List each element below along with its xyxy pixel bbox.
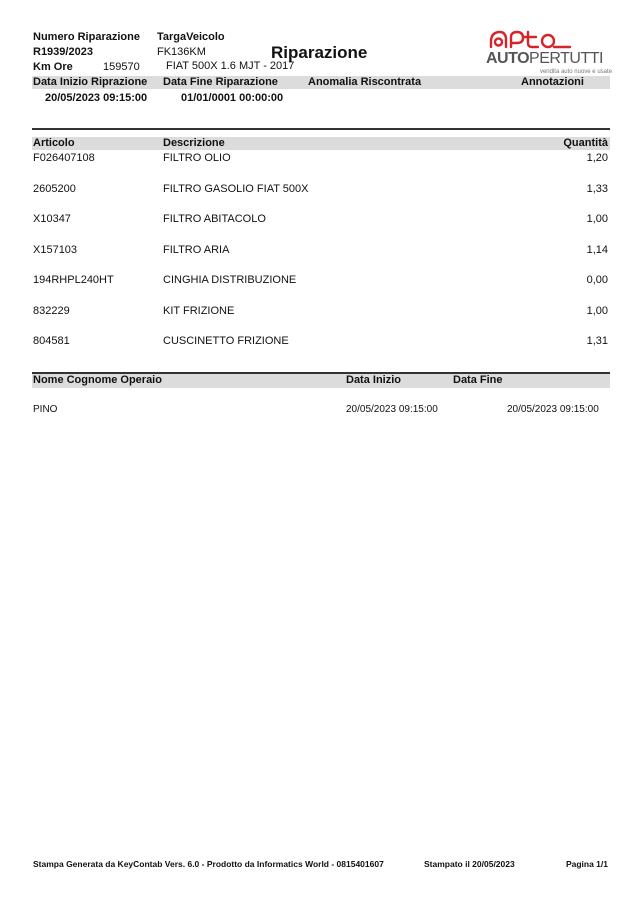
articles-header-band	[32, 137, 610, 150]
article-code: F026407108	[33, 152, 95, 164]
article-code: X10347	[33, 213, 71, 225]
logo-wordmark-auto: AUTO	[486, 50, 530, 67]
article-description: KIT FRIZIONE	[163, 305, 235, 317]
article-description: FILTRO OLIO	[163, 152, 231, 164]
anomalia-label: Anomalia Riscontrata	[308, 76, 422, 88]
articles-divider	[32, 128, 610, 130]
operator-end: 20/05/2023 09:15:00	[507, 404, 599, 415]
km-ore-value: 159570	[103, 61, 140, 73]
numero-riparazione-label: Numero Riparazione	[33, 31, 140, 43]
operator-name: PINO	[33, 404, 58, 415]
article-quantity: 1,00	[586, 305, 608, 317]
article-code: X157103	[33, 244, 78, 256]
article-quantity: 1,33	[586, 183, 608, 195]
footer-printed: Stampato il 20/05/2023	[424, 859, 515, 869]
article-code: 832229	[33, 305, 70, 317]
article-quantity: 1,20	[586, 152, 608, 164]
km-ore-label: Km Ore	[33, 61, 73, 73]
col-data-inizio-header: Data Inizio	[346, 374, 402, 386]
article-description: FILTRO ABITACOLO	[163, 213, 266, 225]
article-quantity: 1,31	[586, 335, 608, 347]
article-quantity: 1,00	[586, 213, 608, 225]
data-fine-label: Data Fine Riparazione	[163, 76, 278, 88]
logo-wordmark	[486, 50, 603, 68]
annotazioni-label: Annotazioni	[521, 76, 584, 88]
data-fine-value: 01/01/0001 00:00:00	[181, 92, 284, 104]
col-operaio-header: Nome Cognome Operaio	[33, 374, 162, 386]
col-quantita-header: Quantità	[563, 137, 608, 149]
logo-wordmark-pertutti: PERTUTTI	[529, 50, 603, 67]
targa-label: TargaVeicolo	[157, 31, 225, 43]
col-data-fine-header: Data Fine	[453, 374, 503, 386]
company-logo	[484, 28, 612, 78]
col-descrizione-header: Descrizione	[163, 137, 225, 149]
article-description: FILTRO GASOLIO FIAT 500X	[163, 183, 309, 195]
article-description: CUSCINETTO FRIZIONE	[163, 335, 289, 347]
article-quantity: 0,00	[586, 274, 608, 286]
article-code: 194RHPL240HT	[33, 274, 114, 286]
article-quantity: 1,14	[586, 244, 608, 256]
data-inizio-label: Data Inizio Riprazione	[33, 76, 148, 88]
article-description: FILTRO ARIA	[163, 244, 230, 256]
vehicle-description: FIAT 500X 1.6 MJT - 2017	[166, 60, 295, 72]
operator-start: 20/05/2023 09:15:00	[346, 404, 438, 415]
footer-generated: Stampa Generata da KeyContab Vers. 6.0 - Prodotto da Informatics World - 0815401607	[33, 859, 384, 869]
article-description: CINGHIA DISTRIBUZIONE	[163, 274, 297, 286]
data-inizio-value: 20/05/2023 09:15:00	[45, 92, 148, 104]
footer-page-number: Pagina 1/1	[565, 859, 608, 869]
article-code: 2605200	[33, 183, 76, 195]
logo-tagline: vendita auto nuove e usate	[539, 69, 612, 75]
numero-riparazione-value: R1939/2023	[33, 46, 93, 58]
article-code: 804581	[33, 335, 70, 347]
col-articolo-header: Articolo	[33, 137, 75, 149]
page-title: Riparazione	[271, 43, 368, 62]
targa-value: FK136KM	[157, 46, 206, 58]
